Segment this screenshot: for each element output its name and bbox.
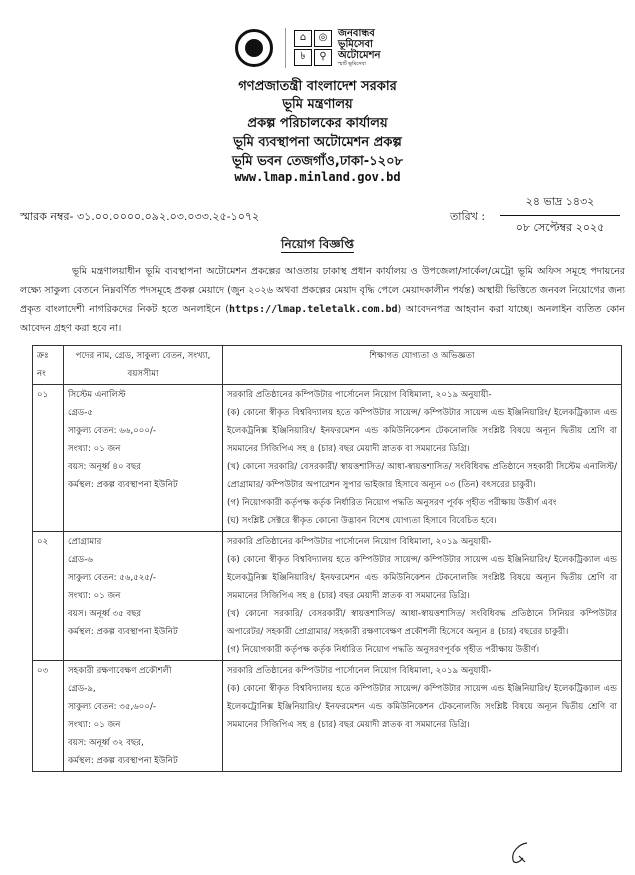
people-icon: ⚲: [314, 49, 332, 66]
table-row: [33, 385, 622, 532]
qualification-item: (খ) কোনো সরকারি/ বেসরকারী/ স্বায়ত্তশাসিত/ আধা-স্বায়ত্তশাসিত/ সংবিধিবদ্ধ প্রতিষ্ঠানে সিনিয়র কম্পিউটার অপারেটর/ সহকারী প্রোগ্রামার/ সহকারী রক্ষণাবেক্ষণ প্রকৌশলী হিসেবে অন্যূন ৪ (চার) বছরের চাকুরী।: [227, 609, 617, 637]
date-block: [500, 193, 620, 238]
post-detail-line: সংখ্যা: ০১ জন: [68, 444, 121, 454]
header-post-details: পদের নাম, গ্রেড, সাকুল্য বেতন, সংখ্যা, বয়সসীমা: [64, 346, 223, 385]
row-serial: ০২: [33, 532, 64, 661]
intro-paragraph: [20, 262, 625, 338]
office-address: ভূমি ভবন তেজগাঁও,ঢাকা-১২০৮: [232, 154, 403, 169]
intro-text-end: ) আবেদনপত্র আহবান করা যাচ্ছে। অনলাইন ব্যতিত কোন আবেদন গ্রহণ করা হবে না।: [20, 304, 625, 334]
post-detail-line: সংখ্যা: ০১ জন: [68, 591, 121, 601]
post-detail-line: সাকুল্য বেতন: ৩৫,৬০০/-: [68, 702, 156, 712]
post-detail-line: সিস্টেম এনালিস্ট: [68, 390, 126, 400]
row-serial: ০১: [33, 385, 64, 532]
post-detail-line: গ্রেড-৫: [68, 408, 93, 418]
post-detail-line: কর্মস্থল: প্রকল্প ব্যবস্থাপনা ইউনিট: [68, 627, 178, 637]
qualification-item: (ক) কোনো স্বীকৃত বিশ্ববিদ্যালয় হতে কম্পিউটার সায়েন্স/ কম্পিউটার সায়েন্স এন্ড ইঞ্জিনিয়ারিং/ ইলেকট্রিক্যাল এন্ড ইলেকট্রনিক্স ইঞ্জিনিয়ারিং/ ইনফরমেশন এন্ড কমিউনিকেশন টেকনোলজি সংশ্লিষ্ট বিষয়ে অন্যূন দ্বিতীয় শ্রেণি বা সমমানের সিজিপিএ সহ ৪ (চার) বছর মেয়াদী স্নাতক বা সমমানের ডিগ্রি।: [227, 408, 617, 454]
qualification-item: সরকারি প্রতিষ্ঠানের কম্পিউটার পার্সোনেল নিয়োগ বিধিমালা, ২০১৯ অনুযায়ী-: [227, 537, 492, 547]
website-link[interactable]: www.lmap.minland.gov.bd: [234, 170, 401, 184]
date-bangla: ২৪ ভাদ্র ১৪৩২: [500, 193, 620, 216]
fingerprint-icon: ◎: [314, 30, 332, 47]
table-header-row: [33, 346, 622, 385]
post-detail-line: সহকারী রক্ষণাবেক্ষণ প্রকৌশলী: [68, 666, 172, 676]
signature: [505, 840, 535, 866]
row-post-details: [64, 385, 223, 532]
post-detail-line: বয়স: অনূর্ধ্ব ৩২ বছর,: [68, 738, 144, 748]
post-detail-line: বয়স: অনূর্ধ্ব ৪০ বছর: [68, 462, 141, 472]
post-detail-line: গ্রেড-৯,: [68, 684, 96, 694]
house-icon: ⌂: [294, 30, 312, 47]
memo-number: স্মারক নম্বর- ৩১.০০.০০০০.০৯২.০৩.০৩৩.২৫-১০৭২: [20, 210, 260, 223]
row-qualification: [223, 532, 622, 661]
post-detail-line: কর্মস্থল: প্রকল্প ব্যবস্থাপনা ইউনিট: [68, 480, 178, 490]
taka-icon: ৳: [294, 49, 312, 66]
header-serial: ক্রঃ নং: [33, 346, 64, 385]
post-detail-line: প্রোগ্রামার: [68, 537, 102, 547]
qualification-item: (গ) নিয়োগকারী কর্তৃপক্ষ কর্তৃক নির্ধারিত নিয়োগ পদ্ধতি অনুসরণপূর্বক গৃহীত পরীক্ষায় উত্তীর্ণ।: [227, 645, 540, 655]
row-serial: ০৩: [33, 661, 64, 772]
office-name: প্রকল্প পরিচালকের কার্যালয়: [247, 116, 388, 131]
qualification-item: সরকারি প্রতিষ্ঠানের কম্পিউটার পার্সোনেল নিয়োগ বিধিমালা, ২০১৯ অনুযায়ী-: [227, 390, 492, 400]
post-detail-line: সাকুল্য বেতন: ৫৬,৫২৫/-: [68, 573, 156, 583]
brand-text: [338, 28, 380, 68]
brand-line-2: ভূমিসেবা: [338, 39, 373, 50]
row-qualification: [223, 661, 622, 772]
project-name: ভূমি ব্যবস্থাপনা অটোমেশন প্রকল্প: [233, 135, 402, 150]
automation-logo-icons: [294, 30, 332, 66]
post-detail-line: কর্মস্থল: প্রকল্প ব্যবস্থাপনা ইউনিট: [68, 756, 178, 766]
government-seal-logo: [235, 29, 273, 67]
brand-tagline: স্মার্ট ভূমিসেবা: [338, 61, 366, 67]
logo-divider: [285, 28, 286, 68]
brand-line-1: জনবান্ধব: [338, 28, 375, 39]
table-row: [33, 532, 622, 661]
qualification-item: (খ) কোনো সরকারি/ বেসরকারী/ স্বায়ত্তশাসিত/ আধা-স্বায়ত্তশাসিত/ সংবিধিবদ্ধ প্রতিষ্ঠানে সহকারী সিস্টেম এনালিস্ট/ প্রোগ্রামার/ কম্পিউটার অপারেশন সুপার ভাইজার হিসাবে অন্যূন ০৩ (তিন) বৎসরের চাকুরী।: [227, 462, 617, 490]
vacancy-table: [32, 345, 622, 772]
post-detail-line: গ্রেড-৬: [68, 555, 93, 565]
date-label: তারিখ :: [450, 210, 486, 223]
logo-group: [235, 28, 380, 68]
table-row: [33, 661, 622, 772]
header-qualification: শিক্ষাগত যোগ্যতা ও অভিজ্ঞতা: [223, 346, 622, 385]
row-qualification: [223, 385, 622, 532]
post-detail-line: সাকুল্য বেতন: ৬৬,০০০/-: [68, 426, 156, 436]
date-english: ০৮ সেপ্টেম্বর ২০২৫: [515, 221, 605, 234]
application-url-link[interactable]: https://lmap.teletalk.com.bd: [228, 304, 398, 315]
qualification-item: সরকারি প্রতিষ্ঠানের কম্পিউটার পার্সোনেল নিয়োগ বিধিমালা, ২০১৯ অনুযায়ী-: [227, 666, 492, 676]
qualification-item: (ক) কোনো স্বীকৃত বিশ্ববিদ্যালয় হতে কম্পিউটার সায়েন্স/ কম্পিউটার সায়েন্স এন্ড ইঞ্জিনিয়ারিং/ ইলেকট্রিক্যাল এন্ড ইলেকট্রনিক্স ইঞ্জিনিয়ারিং/ ইনফরমেশন এন্ড কমিউনিকেশন টেকনোলজি সংশ্লিষ্ট বিষয়ে অন্যূন দ্বিতীয় শ্রেণি বা সমমানের সিজিপিএ সহ ৪ (চার) বছর মেয়াদী স্নাতক বা সমমানের ডিগ্রি।: [227, 555, 617, 601]
notice-title-text: নিয়োগ বিজ্ঞপ্তি: [281, 237, 354, 251]
brand-line-3: অটোমেশন: [338, 50, 381, 61]
intro-text: ভূমি মন্ত্রণালয়াধীন ভূমি ব্যবস্থাপনা অটোমেশন প্রকল্পের আওতায় ঢাকাস্থ প্রধান কার্যালয় ও উপজেলা/সার্কেল/মেট্রো ভূমি অফিস সমূহে পদায়নের লক্ষ্যে সাকুল্য বেতনে নিম্নবর্ণিত পদসমূহে প্রকল্প মেয়াদে (জুন ২০২৬ অথবা প্রকল্পের মেয়াদ বৃদ্ধি পেলে মেয়াদকালীন পর্যন্ত) অস্থায়ী ভিত্তিতে জনবল নিয়োগের জন্য প্রকৃত বাংলাদেশী নাগরিকদের নিকট হতে অনলাইনে (: [20, 266, 625, 315]
row-post-details: [64, 661, 223, 772]
government-name: গণপ্রজাতন্ত্রী বাংলাদেশ সরকার: [238, 79, 397, 94]
qualification-item: (গ) নিয়োগকারী কর্তৃপক্ষ কর্তৃক নির্ধারিত নিয়োগ পদ্ধতি অনুসরণ পূর্বক গৃহীত পরীক্ষায় উত্তীর্ণ এবং: [227, 498, 557, 508]
post-detail-line: বয়স। অনূর্ধ্ব ৩৫ বছর: [68, 609, 142, 619]
ministry-name: ভূমি মন্ত্রণালয়: [282, 97, 353, 112]
row-post-details: [64, 532, 223, 661]
qualification-item: (ঘ) সংশ্লিষ্ট সেক্টরে স্বীকৃত কোনো উদ্ভাবন বিশেষ যোগ্যতা হিসাবে বিবেচিত হবে।: [227, 516, 497, 526]
qualification-item: (ক) কোনো স্বীকৃত বিশ্ববিদ্যালয় হতে কম্পিউটার সায়েন্স/ কম্পিউটার সায়েন্স এন্ড ইঞ্জিনিয়ারিং/ ইলেকট্রিক্যাল এন্ড ইলেকট্রোনিক্স ইঞ্জিনিয়ারিং/ ইনফরমেশন এন্ড কমিউনিকেশন টেকনোলজি সংশ্লিষ্ট বিষয়ে অন্যূন দ্বিতীয় শ্রেণি বা সমমানের সিজিপিএ সহ ৪ (চার) বছর মেয়াদী স্নাতক বা সমমানের ডিগ্রি।: [227, 684, 617, 730]
post-detail-line: সংখ্যা: ০১ জন: [68, 720, 121, 730]
notice-title: [0, 236, 635, 256]
